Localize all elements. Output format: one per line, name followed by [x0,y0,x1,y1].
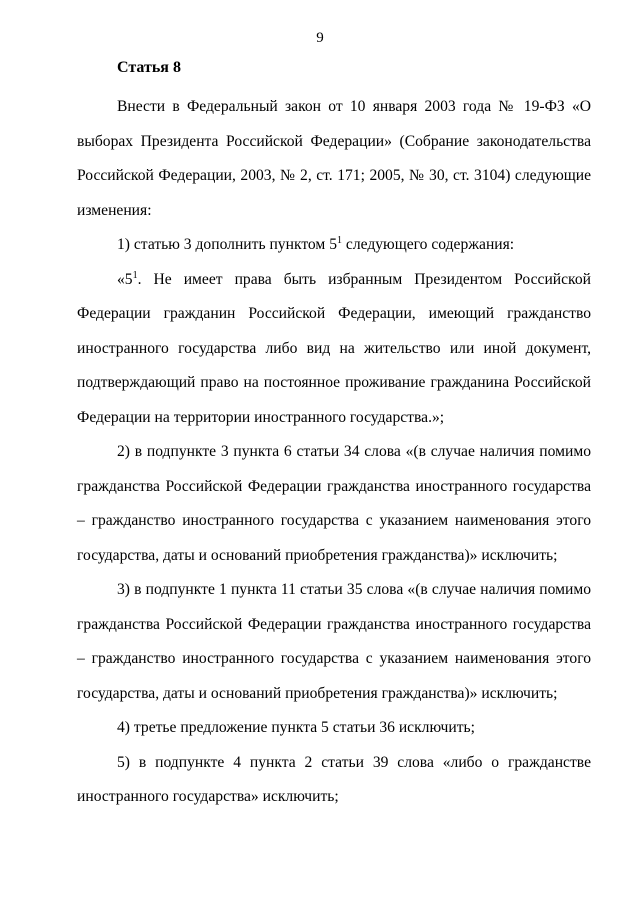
item-1-paragraph [77,228,591,263]
item-3-paragraph: 3) в подпункте 1 пункта 11 статьи 35 слова «(в случае наличия помимо гражданства Российской Федерации гражданства иностранного государства – гражданство иностранного государства с указанием наименования этого государства, даты и оснований приобретения гражданства)» исключить; [77,581,591,702]
item-1-tail: следующего содержания: [342,236,515,253]
quote-superscript: 1 [132,269,138,281]
page-number: 9 [316,30,324,46]
article-heading: Статья 8 [117,59,181,76]
item-2-paragraph: 2) в подпункте 3 пункта 6 статьи 34 слова «(в случае наличия помимо гражданства Российской Федерации гражданства иностранного государства – гражданство иностранного государства с указанием наименования этого государства, даты и оснований приобретения гражданства)» исключить; [77,443,591,564]
quote-text: . Не имеет права быть избранным Президентом Российской Федерации гражданин Российской Федерации, имеющий гражданство иностранного государства либо вид на жительство или иной документ, подтверждающий право на постоянное проживание гражданина Российской Федерации на территории иностранного государства.»; [77,270,591,426]
quote-paragraph [77,263,591,436]
item-5-paragraph: 5) в подпункте 4 пункта 2 статьи 39 слова «либо о гражданстве иностранного государства» исключить; [77,753,591,805]
quote-open: «5 [117,270,133,288]
item-4-paragraph: 4) третье предложение пункта 5 статьи 36 исключить; [117,719,475,736]
intro-paragraph: Внести в Федеральный закон от 10 января 2003 года № 19-ФЗ «О выборах Президента Российской Федерации» (Собрание законодательства Российской Федерации, 2003, № 2, ст. 171; 2005, № 30, ст. 3104) следующие изменения: [77,98,591,219]
item-1-superscript: 1 [337,235,342,246]
item-1-text: 1) статью 3 дополнить пунктом 5 [117,236,337,253]
article-body [77,90,591,815]
